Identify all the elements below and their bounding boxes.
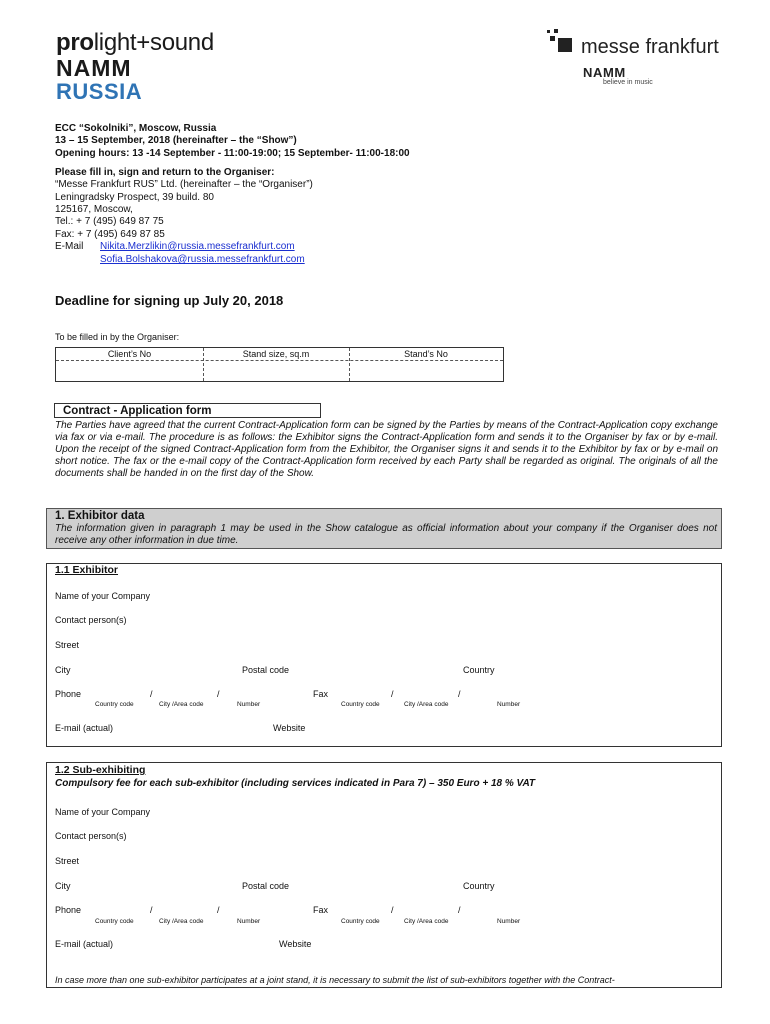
address-line-2: 125167, Moscow, (55, 204, 133, 215)
contact-person-field[interactable]: Contact person(s) (55, 615, 127, 625)
sub-fax-field[interactable]: Fax (313, 905, 329, 915)
phone-country-code-hint: Country code (95, 701, 134, 708)
street-field[interactable]: Street (55, 640, 80, 650)
telephone: Tel.: + 7 (495) 649 87 75 (55, 216, 164, 227)
sub-street-field[interactable]: Street (55, 856, 80, 866)
sub-phone-number-hint: Number (237, 918, 261, 925)
namm-logo: NAMM (56, 55, 132, 81)
sub-postal-code-field[interactable]: Postal code (242, 881, 290, 891)
email-link-2[interactable]: Sofia.Bolshakova@russia.messefrankfurt.com (100, 254, 305, 265)
sub-fax-city-code-hint: City /Area code (404, 918, 449, 925)
exhibitor-title: 1.1 Exhibitor (55, 564, 119, 576)
fax-city-code-hint: City /Area code (404, 701, 449, 708)
address-line-1: Leningradsky Prospect, 39 build. 80 (55, 192, 214, 203)
fax-country-code-hint: Country code (341, 701, 380, 708)
section-1-title: 1. Exhibitor data (55, 510, 145, 522)
column-header-stands-no: Stand’s No (404, 349, 448, 359)
sub-fax-number-hint: Number (497, 918, 521, 925)
sub-exhibiting-frame (46, 762, 722, 988)
website-field[interactable]: Website (273, 723, 306, 733)
postal-code-field[interactable]: Postal code (242, 665, 290, 675)
venue-line: ECC “Sokolniki”, Moscow, Russia (55, 123, 217, 134)
sub-contact-person-field[interactable]: Contact person(s) (55, 831, 127, 841)
fax-separator-1: / (391, 689, 394, 699)
sub-phone-separator-2: / (217, 905, 220, 915)
phone-separator-2: / (217, 689, 220, 699)
organiser-table (55, 347, 504, 382)
column-header-stand-size: Stand size, sq.m (242, 349, 310, 359)
phone-separator-1: / (150, 689, 153, 699)
sub-exhibitor-list-note: In case more than one sub-exhibitor participates at a joint stand, it is necessary to submit the list of sub-exhibitors together with the Contract- (55, 975, 615, 985)
section-1-text: The information given in paragraph 1 may be used in the Show catalogue as official information about your company if the Organiser does not receive any other information in due time. (55, 523, 717, 546)
messe-frankfurt-mark-icon (546, 28, 574, 56)
believe-in-music-tagline: believe in music (603, 79, 653, 86)
phone-field[interactable]: Phone (55, 689, 82, 699)
email-link-1[interactable]: Nikita.Merzlikin@russia.messefrankfurt.com (100, 241, 295, 252)
sub-exhibiting-title: 1.2 Sub-exhibiting (55, 764, 146, 776)
phone-number-hint: Number (237, 701, 261, 708)
sub-email-field[interactable]: E-mail (actual) (55, 939, 114, 949)
country-field[interactable]: Country (463, 665, 495, 675)
sub-city-field[interactable]: City (55, 881, 71, 891)
sub-exhibitor-fee: Compulsory fee for each sub-exhibitor (including services indicated in Para 7) – 350 Euro + 18 % VAT (55, 778, 536, 789)
organiser-name: “Messe Frankfurt RUS” Ltd. (hereinafter – the “Organiser”) (55, 179, 313, 190)
contract-paragraph: The Parties have agreed that the current Contract-Application form can be signed by the Parties by means of the Contract-Application copy exchange via fax or via e-mail. The procedure is as follows: the Exhibitor signs the Contract-Application form and sends it to the Organiser by fax or by e-mail. Upon the receipt of the signed Contract-Application form from the Exhibitor, the Organiser signs it and sends it to the Exhibitor by fax or by e-mail on short notice. The fax or the e-mail copy of the Contract-Application form received by each Party shall be regarded as original. The originals of all the documents shall be handed in on the first day of the Show. (55, 420, 718, 479)
city-field[interactable]: City (55, 665, 71, 675)
sub-phone-city-code-hint: City /Area code (159, 918, 204, 925)
messe-frankfurt-logo: messe frankfurt (581, 36, 719, 58)
russia-logo: RUSSIA (56, 79, 143, 104)
sub-phone-country-code-hint: Country code (95, 918, 134, 925)
sub-company-name-field[interactable]: Name of your Company (55, 807, 151, 817)
email-field[interactable]: E-mail (actual) (55, 723, 114, 733)
deadline-heading: Deadline for signing up July 20, 2018 (55, 293, 284, 308)
namm-small-logo: NAMM (583, 65, 626, 80)
email-label: E-Mail (55, 241, 84, 252)
prolight-logo: prolight+sound (56, 29, 214, 56)
phone-city-code-hint: City /Area code (159, 701, 204, 708)
sub-fax-separator-1: / (391, 905, 394, 915)
organiser-table-caption: To be filled in by the Organiser: (55, 332, 180, 342)
contract-title: Contract - Application form (54, 403, 321, 418)
sub-phone-field[interactable]: Phone (55, 905, 82, 915)
sub-fax-country-code-hint: Country code (341, 918, 380, 925)
sub-fax-separator-2: / (458, 905, 461, 915)
sub-phone-separator-1: / (150, 905, 153, 915)
dates-line: 13 – 15 September, 2018 (hereinafter – the “Show”) (55, 135, 297, 146)
sub-country-field[interactable]: Country (463, 881, 495, 891)
fax-separator-2: / (458, 689, 461, 699)
company-name-field[interactable]: Name of your Company (55, 591, 151, 601)
fax-number: Fax: + 7 (495) 649 87 85 (55, 229, 165, 240)
sub-website-field[interactable]: Website (279, 939, 312, 949)
column-header-clients-no: Client’s No (107, 349, 152, 359)
fax-number-hint: Number (497, 701, 521, 708)
return-instruction: Please fill in, sign and return to the Organiser: (55, 167, 275, 178)
fax-field[interactable]: Fax (313, 689, 329, 699)
hours-line: Opening hours: 13 -14 September - 11:00-19:00; 15 September- 11:00-18:00 (55, 148, 410, 159)
